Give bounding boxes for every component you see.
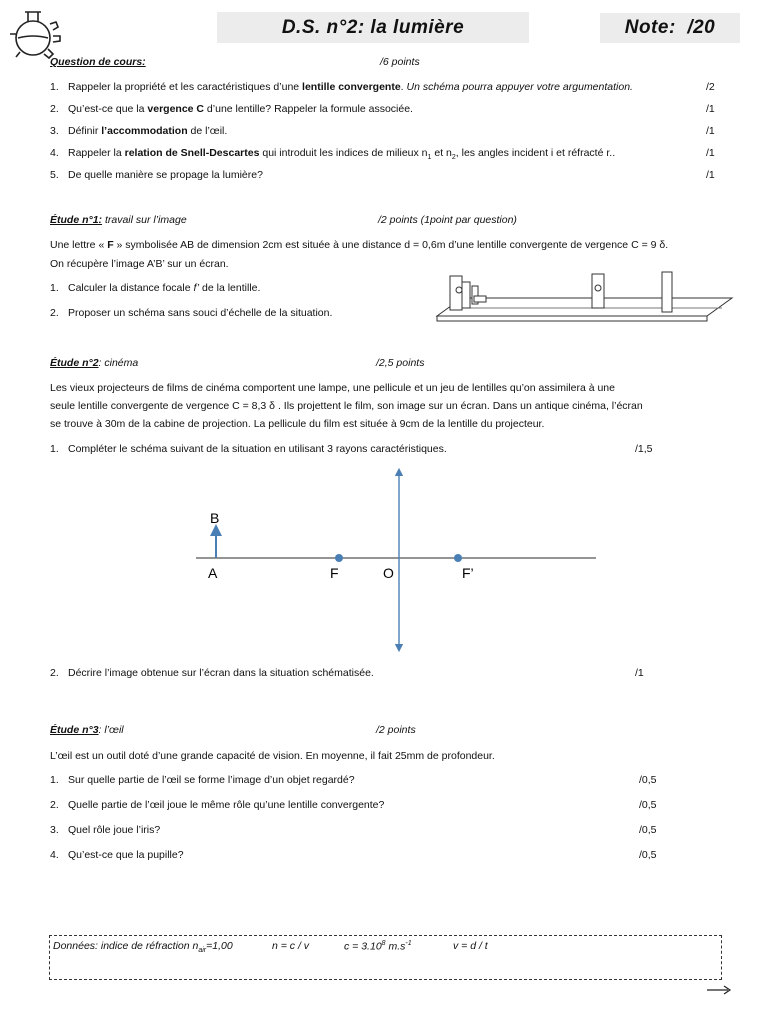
cours-score-1: /2 (706, 81, 715, 93)
item-text: , les angles incident i et réfracté r.. (455, 147, 616, 159)
etude3-heading (50, 724, 124, 736)
lens-diagram (190, 462, 610, 658)
item-text: Qu’est-ce que la (68, 103, 148, 115)
cours-score-4: /1 (706, 147, 715, 159)
cours-score-3: /1 (706, 125, 715, 137)
item-bold: relation de Snell-Descartes (124, 147, 260, 159)
item-text: De quelle manière se propage la lumière? (68, 169, 263, 181)
label-b: B (210, 510, 220, 526)
cours-score-5: /1 (706, 169, 715, 181)
page-title (217, 12, 529, 43)
etude3-item-4 (50, 849, 184, 861)
grade-box (600, 13, 740, 43)
item-number: 3. (50, 125, 59, 137)
item-text: . (400, 81, 404, 93)
focal-point-f (335, 554, 343, 562)
etude3-item-3 (50, 824, 160, 836)
flask-gear-icon (8, 4, 64, 64)
etude2-q2 (50, 667, 374, 679)
text: Proposer un schéma sans souci d’échelle de la situation. (68, 307, 333, 319)
etude3-points: /2 points (376, 724, 416, 736)
etude1-points: /2 points (1point par question) (378, 214, 517, 226)
heading-subtitle: : cinéma (98, 357, 139, 369)
item-number: 1. (50, 282, 59, 294)
etude3-score-3: /0,5 (639, 824, 657, 836)
subscript: 2 (451, 154, 456, 162)
cours-item-3 (50, 125, 227, 137)
item-bold: lentille convergente (302, 81, 401, 93)
item-number: 2. (50, 799, 59, 811)
item-text: Définir (68, 125, 102, 137)
donnees-value: =1,00 (206, 940, 233, 952)
item-number: 2. (50, 103, 59, 115)
optical-bench-icon (432, 268, 738, 324)
item-text: de l’œil. (187, 125, 228, 137)
etude1-intro-1 (50, 239, 668, 251)
superscript: -1 (405, 940, 412, 947)
text: Décrire l’image obtenue sur l’écran dans la situation schématisée. (68, 667, 374, 679)
cours-points: /6 points (380, 56, 420, 68)
item-number: 2. (50, 307, 59, 319)
grade-text: Note: /20 (624, 17, 716, 38)
item-number: 1. (50, 443, 59, 455)
item-number: 4. (50, 849, 59, 861)
cours-item-5 (50, 169, 263, 181)
etude3-item-2 (50, 799, 384, 811)
text: Une lettre « (50, 239, 108, 251)
focal-point-fprime (454, 554, 462, 562)
item-number: 4. (50, 147, 59, 159)
superscript: 8 (381, 940, 386, 947)
formula-c (344, 940, 412, 953)
heading-text: Étude n°3 (50, 724, 99, 736)
etude3-score-2: /0,5 (639, 799, 657, 811)
item-number: 5. (50, 169, 59, 181)
item-number: 2. (50, 667, 59, 679)
formula-v: v = d / t (453, 940, 488, 952)
italic-text: f’ (193, 282, 200, 294)
etude2-heading (50, 357, 138, 369)
item-bold: vergence C (147, 103, 205, 115)
heading-subtitle: travail sur l’image (102, 214, 187, 226)
etude3-intro: L’œil est un outil doté d’une grande capacité de vision. En moyenne, il fait 25mm de profondeur. (50, 750, 495, 762)
item-number: 1. (50, 81, 59, 93)
item-text: Quel rôle joue l’iris? (68, 824, 161, 836)
item-text: Quelle partie de l’œil joue le même rôle qu’une lentille convergente? (68, 799, 385, 811)
etude2-q1-score: /1,5 (635, 443, 653, 455)
etude1-heading (50, 214, 187, 226)
item-text: Rappeler la propriété et les caractéristiques d’une (68, 81, 303, 93)
cours-heading-text: Question de cours: (50, 56, 146, 68)
etude1-intro-2: On récupère l’image A’B’ sur un écran. (50, 258, 229, 270)
etude2-para-1: Les vieux projecteurs de films de cinéma comportent une lampe, une pellicule et un jeu de lentilles qu’on assimilera à une (50, 382, 615, 394)
etude2-para-2: seule lentille convergente de vergence C = 8,3 δ . Ils projettent le film, son image sur un écran. Dans un antique cinéma, l’écran (50, 400, 643, 412)
item-text: Rappeler la (68, 147, 125, 159)
label-o: O (383, 565, 394, 581)
heading-text: Étude n°2 (50, 357, 99, 369)
cours-heading (50, 56, 146, 68)
etude2-q1 (50, 443, 447, 455)
subscript: air (198, 947, 207, 955)
title-text: D.S. n°2: la lumière (281, 16, 465, 38)
item-text: et n (431, 147, 452, 159)
item-text: qui introduit les indices de milieux n (259, 147, 428, 159)
etude3-score-1: /0,5 (639, 774, 657, 786)
item-italic: Un schéma pourra appuyer votre argumentation. (403, 81, 633, 93)
text: de la lentille. (199, 282, 261, 294)
etude2-points: /2,5 points (376, 357, 425, 369)
item-number: 1. (50, 774, 59, 786)
label-fprime: F’ (462, 565, 474, 581)
item-text: Qu’est-ce que la pupille? (68, 849, 184, 861)
heading-subtitle: : l’œil (98, 724, 124, 736)
etude3-score-4: /0,5 (639, 849, 657, 861)
text: Compléter le schéma suivant de la situation en utilisant 3 rayons caractéristiques. (68, 443, 447, 455)
etude2-q2-score: /1 (635, 667, 644, 679)
formula-n: n = c / v (272, 940, 310, 952)
subscript: 1 (427, 154, 432, 162)
etude1-q2 (50, 307, 332, 319)
bold-text: F (107, 239, 114, 251)
item-text: Sur quelle partie de l’œil se forme l’image d’un objet regardé? (68, 774, 355, 786)
heading-text: Étude n°1: (50, 214, 103, 226)
cours-item-2 (50, 103, 413, 115)
cours-item-4 (50, 147, 615, 161)
formula-text: c = 3.10 (344, 940, 382, 953)
donnees-text (53, 940, 233, 954)
text: » symbolisée AB de dimension 2cm est située à une distance d = 0,6m d’une lentille convergente de vergence C = 9 δ. (113, 239, 669, 251)
item-bold: l’accommodation (101, 125, 188, 137)
item-text: d’une lentille? Rappeler la formule associée. (204, 103, 413, 115)
donnees-label: Données: indice de réfraction n (53, 940, 199, 952)
label-f: F (330, 565, 339, 581)
label-a: A (208, 565, 218, 581)
text: Calculer la distance focale (68, 282, 194, 294)
cours-item-1 (50, 81, 633, 93)
arrow-right-icon (706, 984, 732, 996)
formula-text: m.s (385, 940, 406, 953)
cours-score-2: /1 (706, 103, 715, 115)
etude3-item-1 (50, 774, 355, 786)
etude1-q1 (50, 282, 260, 294)
etude2-para-3: se trouve à 30m de la cabine de projection. La pellicule du film est située à 9cm de la lentille du projecteur. (50, 418, 545, 430)
item-number: 3. (50, 824, 59, 836)
